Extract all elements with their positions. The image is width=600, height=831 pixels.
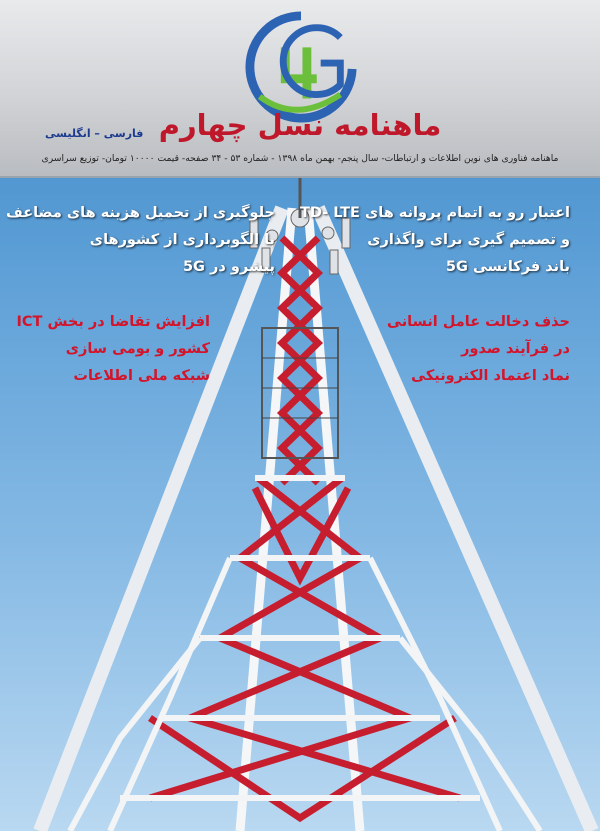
headline-line: و تصمیم گیری برای واگذاری — [367, 232, 570, 248]
headline-e-trust[interactable] — [387, 309, 570, 390]
headline-line: در فرآیند صدور — [461, 341, 570, 357]
headline-line: شبکه ملی اطلاعات — [73, 368, 210, 384]
headline-5g-costs[interactable] — [6, 200, 275, 281]
headline-line: کشور و بومی سازی — [65, 341, 210, 357]
headline-line: حذف دخالت عامل انسانی — [387, 314, 570, 330]
headline-line: افزایش تقاضا در بخش ICT — [16, 314, 210, 330]
headline-line: باند فرکانسی 5G — [445, 259, 570, 275]
headline-line: پیشرو در 5G — [182, 259, 275, 275]
languages-label: فارسی – انگلیسی — [45, 127, 144, 140]
headline-line: اعتبار رو به اتمام پروانه های TD- LTE — [300, 205, 570, 221]
masthead — [0, 0, 600, 178]
issue-info: ماهنامه فناوری های نوین اطلاعات و ارتباطات- سال پنجم- بهمن ماه ۱۳۹۸ - شماره ۵۳ - ۳۴ صفحه- قیمت ۱۰۰۰۰ تومان- توزیع سراسری — [41, 153, 559, 164]
headline-ict-demand[interactable] — [17, 309, 211, 390]
headline-line: نماد اعتماد الکترونیکی — [411, 368, 570, 384]
headline-line: با الگوبرداری از کشورهای — [89, 232, 275, 248]
headline-td-lte[interactable] — [300, 200, 570, 281]
magazine-title: ماهنامه نسل چهارم — [158, 108, 442, 142]
headline-line: جلوگیری از تحمیل هزینه های مضاعف — [5, 205, 275, 221]
logo-text: 4G — [301, 76, 303, 78]
